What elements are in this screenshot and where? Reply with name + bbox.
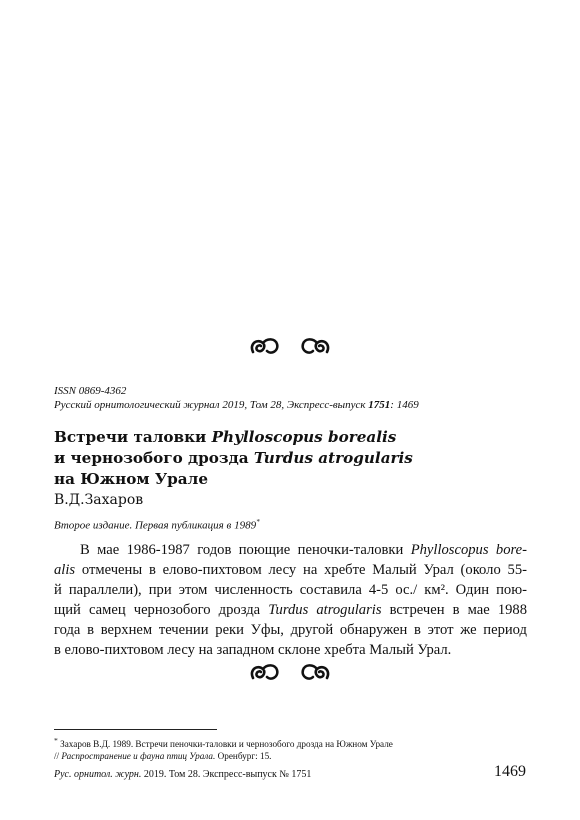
issue-separator: :: [390, 399, 397, 411]
ornament-divider-bottom: [0, 660, 580, 692]
species-name: Phylloscopus bore-: [410, 542, 527, 558]
footnote-rule: [54, 729, 217, 730]
footnote-line-1: [54, 735, 534, 750]
footnote-text: //: [54, 751, 60, 762]
title-line-2: [54, 448, 524, 469]
issn-line: ISSN 0869-4362: [54, 385, 127, 397]
article-title: [54, 427, 524, 490]
article-body: [54, 540, 527, 660]
title-text: Встречи таловки: [54, 428, 212, 446]
footnote-marker: *: [256, 518, 260, 526]
species-name: Turdus atrogularis: [253, 449, 413, 467]
title-line-3: на Южном Урале: [54, 470, 209, 488]
journal-line: [54, 398, 534, 412]
body-line: й параллели), при этом численность составила 4-5 ос./ км². Один пою-: [54, 582, 527, 598]
footer-text: 2019. Том 28. Экспресс-выпуск № 1751: [141, 769, 312, 780]
citation-header: [54, 384, 534, 412]
footnote-line-2: [54, 750, 534, 762]
page-number: 1469: [494, 763, 526, 780]
page-footer: [54, 768, 311, 782]
author-name: В.Д.Захаров: [54, 492, 144, 508]
page-range: 1469: [396, 399, 419, 411]
fleuron-icon: [245, 660, 335, 686]
issue-number: 1751: [368, 399, 391, 411]
journal-abbrev: Рус. орнитол. журн.: [54, 769, 142, 780]
body-line: в елово-пихтовом лесу на западном склоне хребта Малый Урал.: [54, 642, 452, 658]
body-text: щий самец чернозобого дрозда: [54, 602, 269, 618]
body-line: [54, 600, 527, 620]
footnote-text: Оренбург: 15.: [215, 751, 272, 762]
source-title: Распространение и фауна птиц Урала.: [59, 751, 216, 762]
body-line: года в верхнем течении реки Уфы, другой обнаружен в этот же период: [54, 622, 527, 638]
body-text: встречен в мае 1988: [381, 602, 528, 618]
species-name: alis: [54, 562, 76, 578]
title-line-1: [54, 427, 524, 448]
ornament-divider-top: [0, 334, 580, 366]
species-name: Phylloscopus borealis: [211, 428, 397, 446]
journal-name: Русский орнитологический журнал 2019, Том 28, Экспресс-выпуск: [54, 399, 369, 411]
body-text: В мае 1986-1987 годов поющие пеночки-таловки: [80, 542, 411, 558]
fleuron-icon: [245, 334, 335, 360]
body-text: отмечены в елово-пихтовом лесу на хребте Малый Урал (около 55-: [75, 562, 527, 578]
footnote-marker: *: [54, 736, 58, 745]
title-text: и чернозобого дрозда: [54, 449, 254, 467]
edition-note: [54, 515, 534, 533]
footnote-text: Захаров В.Д. 1989. Встречи пеночки-таловки и чернозобого дрозда на Южном Урале: [57, 739, 393, 750]
body-line: [54, 560, 527, 580]
species-name: Turdus atrogularis: [268, 602, 382, 618]
body-line: [54, 540, 527, 560]
edition-text: Второе издание. Первая публикация в 1989: [54, 519, 257, 532]
footnote: [54, 735, 534, 762]
